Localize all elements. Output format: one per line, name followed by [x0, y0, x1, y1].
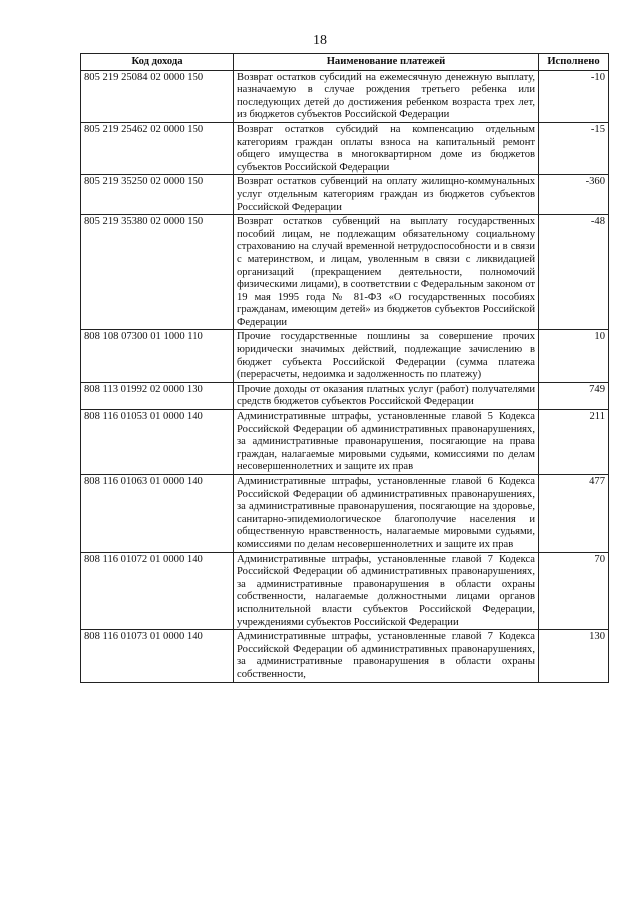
payment-name: Прочие доходы от оказания платных услуг (работ) получателями средств бюджетов субъектов Российской Федерации: [234, 382, 539, 409]
revenue-code: 805 219 35250 02 0000 150: [81, 175, 234, 215]
table-row: [81, 330, 609, 382]
payment-name: Прочие государственные пошлины за совершение прочих юридически значимых действий, подлежащие зачислению в бюджет субъекта Российской Федерации (сумма платежа (перерасчеты, недоимка и задолженность по платежу): [234, 330, 539, 382]
payment-name: Административные штрафы, установленные главой 5 Кодекса Российской Федерации об административных правонарушениях, за административные правонарушения, посягающие на права граждан, налагаемые мировыми судьями, комиссиями по делам несовершеннолетних и защите их прав: [234, 410, 539, 475]
table-row: [81, 552, 609, 630]
executed-amount: -15: [539, 122, 609, 174]
table-row: [81, 175, 609, 215]
table-row: [81, 382, 609, 409]
revenue-code: 808 116 01072 01 0000 140: [81, 552, 234, 630]
revenue-code: 808 113 01992 02 0000 130: [81, 382, 234, 409]
table-row: [81, 410, 609, 475]
table-header-row: [81, 54, 609, 71]
executed-amount: 211: [539, 410, 609, 475]
executed-amount: 749: [539, 382, 609, 409]
revenue-table: [80, 53, 609, 683]
executed-amount: 70: [539, 552, 609, 630]
table-row: [81, 475, 609, 553]
payment-name: Административные штрафы, установленные главой 7 Кодекса Российской Федерации об административных правонарушениях, за административные правонарушения в области охраны собственности, налагаемые должностными лицами органов исполнительной власти субъектов Российской Федерации, учреждениями субъектов Российской Федерации: [234, 552, 539, 630]
payment-name: Административные штрафы, установленные главой 6 Кодекса Российской Федерации об административных правонарушениях, за административные правонарушения, посягающие на здоровье, санитарно-эпидемиологическое благополучие населения и общественную нравственность, налагаемые мировыми судьями, комиссиями по делам несовершеннолетних и защите их прав: [234, 475, 539, 553]
revenue-code: 805 219 25084 02 0000 150: [81, 70, 234, 122]
revenue-code: 808 108 07300 01 1000 110: [81, 330, 234, 382]
payment-name: Возврат остатков субсидий на компенсацию отдельным категориям граждан оплаты взноса на капитальный ремонт общего имущества в многоквартирном доме из бюджетов субъектов Российской Федерации: [234, 122, 539, 174]
header-code: Код дохода: [81, 54, 234, 71]
header-amount: Исполнено: [539, 54, 609, 71]
payment-name: Возврат остатков субвенций на оплату жилищно-коммунальных услуг отдельным категориям граждан из бюджетов субъектов Российской Федерации: [234, 175, 539, 215]
revenue-code: 808 116 01063 01 0000 140: [81, 475, 234, 553]
revenue-code: 808 116 01053 01 0000 140: [81, 410, 234, 475]
revenue-code: 808 116 01073 01 0000 140: [81, 630, 234, 682]
table-row: [81, 122, 609, 174]
payment-name: Возврат остатков субсидий на ежемесячную денежную выплату, назначаемую в случае рождения третьего ребенка или последующих детей до достижения ребенком возраста трех лет, из бюджетов субъектов Российской Федерации: [234, 70, 539, 122]
executed-amount: -360: [539, 175, 609, 215]
revenue-code: 805 219 35380 02 0000 150: [81, 215, 234, 330]
payment-name: Административные штрафы, установленные главой 7 Кодекса Российской Федерации об административных правонарушениях, за административные правонарушения в области охраны собственности,: [234, 630, 539, 682]
page-number: 18: [313, 33, 327, 48]
header-name: Наименование платежей: [234, 54, 539, 71]
revenue-code: 805 219 25462 02 0000 150: [81, 122, 234, 174]
table-row: [81, 630, 609, 682]
executed-amount: -10: [539, 70, 609, 122]
executed-amount: 130: [539, 630, 609, 682]
executed-amount: -48: [539, 215, 609, 330]
executed-amount: 477: [539, 475, 609, 553]
table-row: [81, 215, 609, 330]
table-row: [81, 70, 609, 122]
payment-name: Возврат остатков субвенций на выплату государственных пособий лицам, не подлежащим обязательному социальному страхованию на случай временной нетрудоспособности и в связи с материнством, и лицам, уволенным в связи с ликвидацией организаций (прекращением деятельности, полномочий физическими лицами), в соответствии с Федеральным законом от 19 мая 1995 года № 81-ФЗ «О государственных пособиях гражданам, имеющим детей» из бюджетов субъектов Российской Федерации: [234, 215, 539, 330]
executed-amount: 10: [539, 330, 609, 382]
